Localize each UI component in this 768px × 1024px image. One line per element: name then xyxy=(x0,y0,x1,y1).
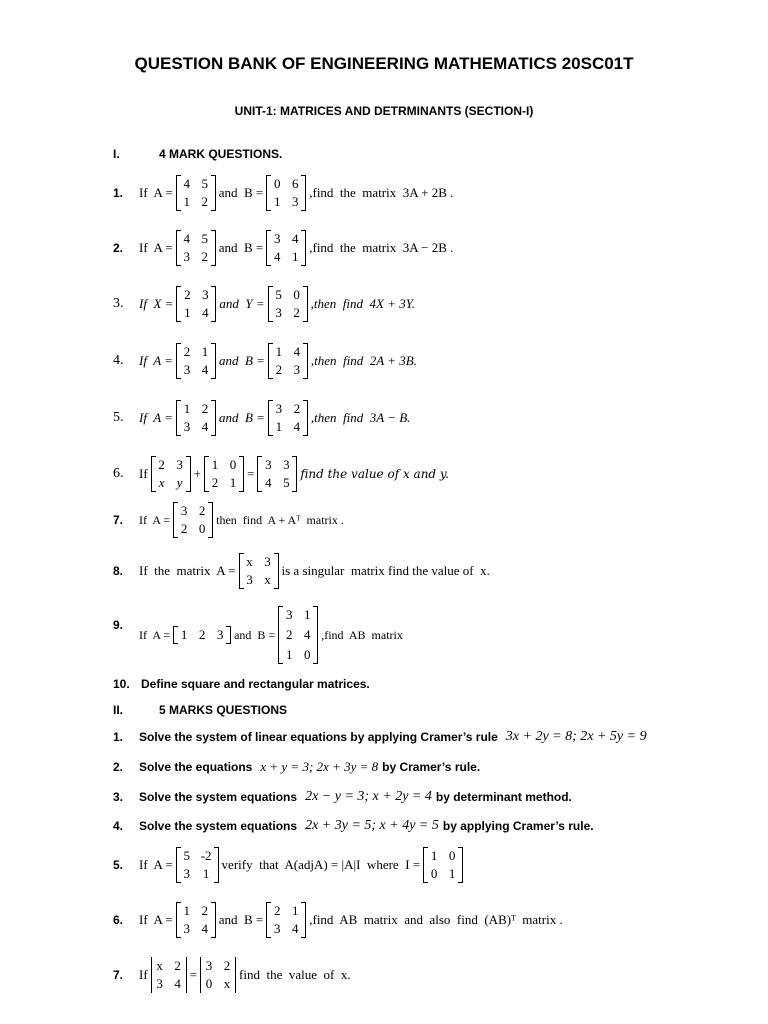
matrix-cell: 3 xyxy=(183,866,190,881)
matrix-cell: 0 xyxy=(448,848,456,863)
matrix-cell: 3 xyxy=(183,249,190,264)
question-connector: and B = xyxy=(218,912,264,927)
matrix-cell: 4 xyxy=(303,627,311,642)
matrix-cell: 3 xyxy=(180,503,188,518)
question-lead: Solve the system of linear equations by applying Cramer’s rule xyxy=(139,730,498,744)
question-text: Define square and rectangular matrices. xyxy=(141,677,370,691)
question-text xyxy=(139,230,453,266)
matrix-cell: 4 xyxy=(265,475,272,490)
question-tail: ,find the matrix 3A − 2B . xyxy=(309,240,454,255)
question-tail: by Cramer’s rule. xyxy=(382,760,481,774)
question-10 xyxy=(0,677,768,691)
matrix-b xyxy=(266,175,306,211)
matrix-cell: 2 xyxy=(201,401,209,416)
matrix-cell: x xyxy=(156,958,163,973)
question-text xyxy=(139,343,417,379)
matrix-a xyxy=(173,502,213,538)
matrix-cell: 4 xyxy=(183,176,190,191)
question-connector: and B = xyxy=(218,240,264,255)
matrix-cell: 1 xyxy=(273,194,281,209)
matrix-cell: 2 xyxy=(293,401,301,416)
question-number: 4. xyxy=(113,819,124,833)
question-connector: and B = xyxy=(218,185,264,200)
matrix-a xyxy=(239,553,279,589)
matrix-cell: 3 xyxy=(293,362,301,377)
matrix-cell: 3 xyxy=(183,419,191,434)
matrix-cell: 2 xyxy=(275,362,283,377)
matrix-cell: 3 xyxy=(291,194,299,209)
question-text xyxy=(139,759,480,775)
matrix-a xyxy=(176,175,216,211)
matrix-cell: 0 xyxy=(273,176,281,191)
matrix-x xyxy=(176,286,216,322)
s2-question-2 xyxy=(0,759,768,775)
matrix-cell: 3 xyxy=(205,958,213,973)
plus-sign: + xyxy=(193,466,202,481)
section-2-heading xyxy=(0,703,768,717)
equation: 3x + 2y = 8; 2x + 5y = 9 xyxy=(505,729,647,744)
equals-sign: = xyxy=(247,466,255,481)
matrix-b xyxy=(268,400,308,436)
question-tail: ,find the matrix 3A + 2B . xyxy=(309,185,454,200)
question-text xyxy=(139,729,647,745)
equation: 2x + 3y = 5; x + 4y = 5 xyxy=(305,818,439,833)
question-text xyxy=(139,606,403,664)
question-text xyxy=(139,175,453,211)
matrix-cell: 2 xyxy=(201,903,208,918)
matrix-cell: 3 xyxy=(273,921,281,936)
matrix-a xyxy=(176,847,219,883)
question-number: 6. xyxy=(113,466,124,481)
matrix-a xyxy=(176,902,216,938)
question-tail: by applying Cramer’s rule. xyxy=(442,819,594,833)
question-connector: and B = xyxy=(234,627,276,642)
matrix-rhs xyxy=(257,456,297,492)
question-middle: verify that A(adjA) = |A|I where I = xyxy=(221,857,421,872)
section-1-heading xyxy=(0,147,768,161)
s2-question-4 xyxy=(0,818,768,834)
question-number: 6. xyxy=(113,913,124,927)
matrix-cell: 3 xyxy=(275,401,283,416)
matrix-cell: 1 xyxy=(303,607,311,622)
matrix-cell: 1 xyxy=(211,457,219,472)
matrix-cell: 4 xyxy=(291,231,299,246)
section-2-title: 5 MARKS QUESTIONS xyxy=(159,703,288,717)
matrix-y xyxy=(268,286,308,322)
matrix-cell: 4 xyxy=(201,362,209,377)
matrix-cell: 2 xyxy=(273,903,281,918)
equals-sign: = xyxy=(189,967,198,982)
matrix-cell: 2 xyxy=(285,627,293,642)
question-text xyxy=(139,818,594,834)
matrix-cell: 3 xyxy=(176,457,183,472)
matrix-b xyxy=(266,902,306,938)
question-lead: Solve the system equations xyxy=(139,819,298,833)
question-number: 5. xyxy=(113,410,124,425)
matrix-cell: x xyxy=(246,554,253,569)
matrix-cell: 2 xyxy=(174,958,181,973)
matrix-cell: 0 xyxy=(293,287,300,302)
matrix-cell: 3 xyxy=(273,231,281,246)
matrix-cell: 4 xyxy=(202,305,209,320)
matrix-cell: 2 xyxy=(198,627,206,642)
question-number: 3. xyxy=(113,790,124,804)
question-text xyxy=(139,957,351,993)
matrix-cell: 0 xyxy=(229,457,237,472)
question-tail: ,then find 3A − B. xyxy=(310,410,411,425)
matrix-cell: 3 xyxy=(275,305,282,320)
matrix-cell: 5 xyxy=(283,475,290,490)
equation: x + y = 3; 2x + 3y = 8 xyxy=(260,759,379,774)
matrix-cell: 4 xyxy=(201,419,209,434)
question-3 xyxy=(0,286,768,322)
matrix-cell: 4 xyxy=(201,921,208,936)
question-tail: find the value of x. xyxy=(239,967,351,982)
matrix-cell: 1 xyxy=(201,344,209,359)
question-number: 10. xyxy=(113,677,130,691)
matrix-lhs-2 xyxy=(204,456,244,492)
matrix-b xyxy=(268,343,308,379)
question-lead: If A = xyxy=(139,857,173,872)
question-number: 1. xyxy=(113,186,124,200)
question-lead: If A = xyxy=(139,912,173,927)
matrix-cell: 5 xyxy=(201,231,208,246)
question-8 xyxy=(0,553,768,589)
question-lead: If A = xyxy=(139,627,171,642)
matrix-cell: 3 xyxy=(202,287,209,302)
matrix-cell: 1 xyxy=(183,401,191,416)
matrix-a xyxy=(176,400,216,436)
question-tail: ,then find 2A + 3B. xyxy=(310,353,417,368)
matrix-cell: 4 xyxy=(183,231,190,246)
question-6 xyxy=(0,456,768,492)
matrix-cell: 1 xyxy=(430,848,438,863)
question-text xyxy=(139,456,449,492)
question-lead: If X = xyxy=(139,296,174,311)
question-lead: If A = xyxy=(139,185,173,200)
matrix-cell: 2 xyxy=(183,344,191,359)
question-text xyxy=(139,902,563,938)
matrix-cell: 0 xyxy=(303,647,311,662)
matrix-cell: 3 xyxy=(246,572,253,587)
question-1 xyxy=(0,175,768,211)
matrix-cell: 6 xyxy=(291,176,299,191)
matrix-cell: 4 xyxy=(291,921,299,936)
matrix-cell: 1 xyxy=(229,475,237,490)
question-lead: If xyxy=(139,967,148,982)
question-lead: If A = xyxy=(139,240,173,255)
row-matrix-a xyxy=(173,626,231,644)
question-text xyxy=(139,789,572,805)
matrix-cell: 1 xyxy=(180,627,188,642)
matrix-cell: 3 xyxy=(156,976,163,991)
matrix-cell: 3 xyxy=(183,921,190,936)
matrix-cell: 3 xyxy=(216,627,224,642)
section-1-roman: I. xyxy=(113,147,120,161)
question-tail: by determinant method. xyxy=(435,790,572,804)
matrix-lhs-1 xyxy=(151,456,191,492)
question-number: 2. xyxy=(113,241,124,255)
matrix-cell: 2 xyxy=(184,287,191,302)
question-number: 5. xyxy=(113,858,124,872)
matrix-cell: y xyxy=(176,475,183,490)
matrix-cell: x xyxy=(223,976,231,991)
matrix-cell: x xyxy=(158,475,165,490)
s2-question-6 xyxy=(0,902,768,938)
matrix-cell: 1 xyxy=(275,419,283,434)
matrix-cell: 3 xyxy=(265,457,272,472)
s2-question-7 xyxy=(0,957,768,993)
determinant-right xyxy=(200,957,236,993)
document-title: QUESTION BANK OF ENGINEERING MATHEMATICS 20SC01T xyxy=(134,54,634,73)
matrix-cell: 4 xyxy=(273,249,281,264)
matrix-cell: 3 xyxy=(285,607,293,622)
matrix-cell: 2 xyxy=(293,305,300,320)
matrix-cell: 2 xyxy=(201,249,208,264)
question-5 xyxy=(0,400,768,436)
matrix-cell: 1 xyxy=(275,344,283,359)
equation: 2x − y = 3; x + 2y = 4 xyxy=(305,789,432,804)
matrix-cell: 1 xyxy=(184,305,191,320)
matrix-cell: 4 xyxy=(293,344,301,359)
question-number: 4. xyxy=(113,353,124,368)
question-number: 7. xyxy=(113,513,124,527)
question-lead: Solve the system equations xyxy=(139,790,298,804)
matrix-cell: 2 xyxy=(180,521,188,536)
matrix-cell: 1 xyxy=(291,903,299,918)
matrix-cell: 2 xyxy=(211,475,219,490)
question-text xyxy=(139,400,410,436)
matrix-cell: 2 xyxy=(201,194,208,209)
identity-matrix xyxy=(423,847,463,883)
matrix-cell: 1 xyxy=(183,194,190,209)
unit-heading: UNIT-1: MATRICES AND DETRMINANTS (SECTION-I) xyxy=(234,104,534,118)
matrix-a xyxy=(176,343,216,379)
matrix-cell: 1 xyxy=(291,249,299,264)
matrix-b xyxy=(266,230,306,266)
question-2 xyxy=(0,230,768,266)
matrix-cell: 1 xyxy=(285,647,293,662)
matrix-cell: 0 xyxy=(430,866,438,881)
question-text xyxy=(139,847,466,883)
question-9 xyxy=(0,606,768,664)
s2-question-1 xyxy=(0,729,768,745)
question-text xyxy=(139,286,415,322)
question-lead: Solve the equations xyxy=(139,760,253,774)
matrix-cell: 3 xyxy=(283,457,290,472)
question-tail: then find A + Aᵀ matrix . xyxy=(216,512,344,527)
matrix-cell: 0 xyxy=(205,976,213,991)
question-tail: is a singular matrix find the value of x. xyxy=(281,563,490,578)
question-4 xyxy=(0,343,768,379)
question-number: 2. xyxy=(113,760,124,774)
question-number: 9. xyxy=(113,618,124,632)
matrix-cell: 5 xyxy=(275,287,282,302)
matrix-cell: -2 xyxy=(200,848,212,863)
question-tail: find the value of x and y. xyxy=(300,467,449,481)
matrix-cell: 1 xyxy=(202,866,210,881)
matrix-cell: 0 xyxy=(198,521,206,536)
question-number: 3. xyxy=(113,296,124,311)
matrix-b xyxy=(278,606,318,664)
matrix-cell: 3 xyxy=(183,362,191,377)
determinant-left xyxy=(151,957,187,993)
section-2-roman: II. xyxy=(113,703,124,717)
question-lead: If A = xyxy=(139,353,173,368)
matrix-cell: 2 xyxy=(158,457,165,472)
question-text xyxy=(139,502,344,538)
s2-question-5 xyxy=(0,847,768,883)
question-text xyxy=(139,553,490,589)
question-lead: If the matrix A = xyxy=(139,563,236,578)
matrix-cell: 4 xyxy=(174,976,181,991)
matrix-a xyxy=(176,230,216,266)
question-lead: If xyxy=(139,466,148,481)
question-lead: If A = xyxy=(139,410,173,425)
question-tail: ,find AB matrix and also find (AB)ᵀ matrix . xyxy=(309,912,563,927)
s2-question-3 xyxy=(0,789,768,805)
matrix-cell: 5 xyxy=(201,176,208,191)
question-tail: ,then find 4X + 3Y. xyxy=(310,296,416,311)
question-number: 7. xyxy=(113,968,124,982)
question-number: 1. xyxy=(113,730,124,744)
question-connector: and B = xyxy=(218,353,265,368)
question-connector: and B = xyxy=(218,410,265,425)
section-1-title: 4 MARK QUESTIONS. xyxy=(159,147,283,161)
matrix-cell: 2 xyxy=(223,958,231,973)
matrix-cell: 5 xyxy=(183,848,190,863)
question-tail: ,find AB matrix xyxy=(321,627,403,642)
matrix-cell: 3 xyxy=(264,554,271,569)
matrix-cell: 2 xyxy=(198,503,206,518)
question-7 xyxy=(0,502,768,538)
matrix-cell: 4 xyxy=(293,419,301,434)
matrix-cell: x xyxy=(264,572,271,587)
matrix-cell: 1 xyxy=(183,903,190,918)
matrix-cell: 1 xyxy=(448,866,456,881)
question-number: 8. xyxy=(113,564,124,578)
question-lead: If A = xyxy=(139,512,171,527)
question-connector: and Y = xyxy=(219,296,265,311)
